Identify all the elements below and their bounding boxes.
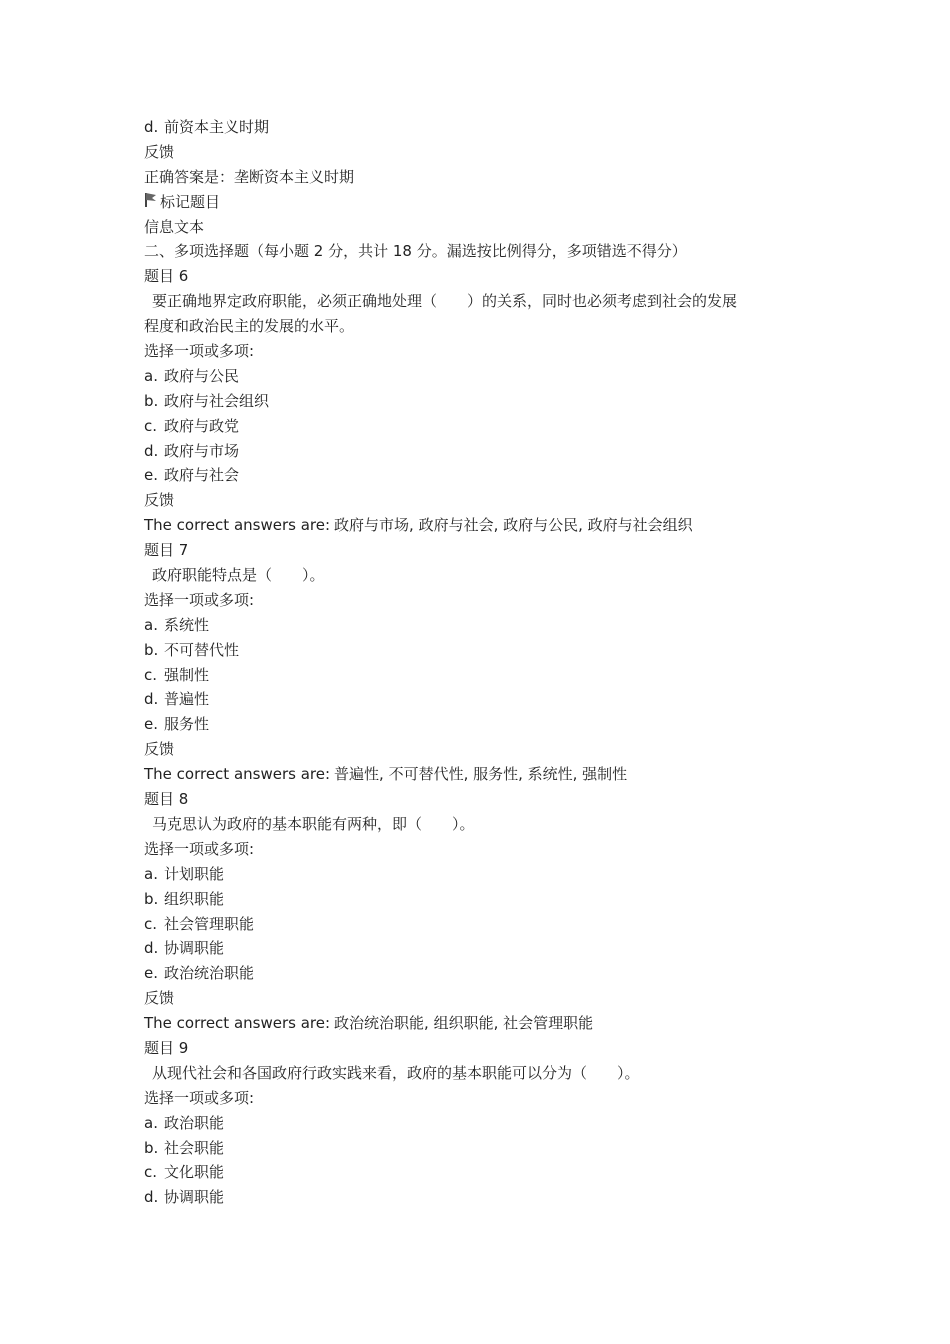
option-letter: d. bbox=[144, 1188, 159, 1207]
question-text: 要正确地界定政府职能，必须正确地处理（ ）的关系，同时也必须考虑到社会的发展 bbox=[152, 292, 738, 311]
option-letter: b. bbox=[144, 640, 159, 659]
choice-prompt: 选择一项或多项: bbox=[144, 1088, 255, 1107]
option-text: 政府与市场 bbox=[164, 441, 240, 460]
option-letter: b. bbox=[144, 1138, 159, 1157]
option-row[interactable] bbox=[144, 887, 824, 912]
answer-text: 普遍性, 不可替代性, 服务性, 系统性, 强制性 bbox=[334, 765, 628, 784]
option-text: 协调职能 bbox=[164, 939, 225, 958]
option-text: 政治职能 bbox=[164, 1113, 225, 1132]
question-text: 政府职能特点是（ ）。 bbox=[152, 566, 325, 585]
feedback-label: 反馈 bbox=[144, 740, 175, 759]
option-letter: e. bbox=[144, 466, 158, 485]
option-row[interactable] bbox=[144, 912, 824, 937]
option-text: 不可替代性 bbox=[164, 640, 240, 659]
option-letter: e. bbox=[144, 964, 158, 983]
option-letter: a. bbox=[144, 366, 158, 385]
option-row[interactable] bbox=[144, 862, 824, 887]
option-text: 社会职能 bbox=[164, 1138, 225, 1157]
option-letter: c. bbox=[144, 1163, 158, 1182]
question-text: 马克思认为政府的基本职能有两种，即（ ）。 bbox=[152, 814, 475, 833]
option-text: 强制性 bbox=[164, 665, 210, 684]
option-text: 政府与社会组织 bbox=[164, 391, 270, 410]
option-row[interactable] bbox=[144, 961, 824, 986]
option-row[interactable] bbox=[144, 1185, 824, 1210]
option-text: 组织职能 bbox=[164, 889, 225, 908]
option-text: 政治统治职能 bbox=[164, 964, 255, 983]
option-text: 社会管理职能 bbox=[164, 914, 255, 933]
answer-text: 政府与市场, 政府与社会, 政府与公民, 政府与社会组织 bbox=[334, 516, 693, 535]
option-row[interactable] bbox=[144, 389, 824, 414]
flag-question-link[interactable] bbox=[144, 190, 824, 215]
option-row[interactable] bbox=[144, 1160, 824, 1185]
option-text: 政府与公民 bbox=[164, 366, 240, 385]
option-letter: b. bbox=[144, 889, 159, 908]
choice-prompt: 选择一项或多项: bbox=[144, 839, 255, 858]
option-row[interactable] bbox=[144, 936, 824, 961]
option-text: 协调职能 bbox=[164, 1188, 225, 1207]
correct-answers bbox=[144, 513, 824, 538]
option-letter: a. bbox=[144, 864, 158, 883]
option-text: 服务性 bbox=[164, 715, 210, 734]
feedback-label: 反馈 bbox=[144, 491, 175, 510]
option-row[interactable] bbox=[144, 463, 824, 488]
option-letter: d. bbox=[144, 939, 159, 958]
choice-prompt: 选择一项或多项: bbox=[144, 590, 255, 609]
option-row[interactable] bbox=[144, 613, 824, 638]
option-text: 系统性 bbox=[164, 615, 210, 634]
correct-answers bbox=[144, 762, 824, 787]
option-row[interactable] bbox=[144, 414, 824, 439]
option-row[interactable] bbox=[144, 663, 824, 688]
question-number: 题目 8 bbox=[144, 790, 189, 809]
option-letter: b. bbox=[144, 391, 159, 410]
flag-label: 标记题目 bbox=[160, 192, 221, 211]
option-row[interactable] bbox=[144, 1136, 824, 1161]
option-letter: d. bbox=[144, 118, 159, 136]
section-title: 二、多项选择题（每小题 2 分，共计 18 分。漏选按比例得分，多项错选不得分） bbox=[144, 242, 687, 261]
option-letter: d. bbox=[144, 690, 159, 709]
option-row[interactable] bbox=[144, 1111, 824, 1136]
flag-icon bbox=[144, 191, 158, 216]
option-text: 文化职能 bbox=[164, 1163, 225, 1182]
option-letter: a. bbox=[144, 615, 158, 634]
option-row[interactable] bbox=[144, 439, 824, 464]
option-row bbox=[144, 115, 824, 140]
document-page bbox=[144, 115, 824, 1210]
option-letter: c. bbox=[144, 416, 158, 435]
option-row[interactable] bbox=[144, 364, 824, 389]
correct-answers bbox=[144, 1011, 824, 1036]
option-letter: e. bbox=[144, 715, 158, 734]
question-number: 题目 9 bbox=[144, 1038, 189, 1057]
question-text: 从现代社会和各国政府行政实践来看，政府的基本职能可以分为（ ）。 bbox=[152, 1063, 640, 1082]
answer-prefix: The correct answers are: bbox=[144, 765, 331, 784]
answer-prefix: The correct answers are: bbox=[144, 516, 331, 535]
option-letter: c. bbox=[144, 914, 158, 933]
question-text-continued: 程度和政治民主的发展的水平。 bbox=[144, 317, 355, 336]
option-row[interactable] bbox=[144, 638, 824, 663]
option-text: 计划职能 bbox=[164, 864, 225, 883]
feedback-label: 反馈 bbox=[144, 142, 175, 161]
option-text: 前资本主义时期 bbox=[164, 118, 270, 136]
correct-answer: 正确答案是：垄断资本主义时期 bbox=[144, 167, 355, 186]
choice-prompt: 选择一项或多项: bbox=[144, 342, 255, 361]
option-row[interactable] bbox=[144, 687, 824, 712]
option-letter: c. bbox=[144, 665, 158, 684]
option-text: 普遍性 bbox=[164, 690, 210, 709]
option-text: 政府与社会 bbox=[164, 466, 240, 485]
option-letter: d. bbox=[144, 441, 159, 460]
option-text: 政府与政党 bbox=[164, 416, 240, 435]
answer-prefix: The correct answers are: bbox=[144, 1014, 331, 1033]
answer-text: 政治统治职能, 组织职能, 社会管理职能 bbox=[334, 1014, 594, 1033]
question-number: 题目 6 bbox=[144, 267, 189, 286]
feedback-label: 反馈 bbox=[144, 989, 175, 1008]
question-number: 题目 7 bbox=[144, 541, 189, 560]
option-letter: a. bbox=[144, 1113, 158, 1132]
option-row[interactable] bbox=[144, 712, 824, 737]
info-text: 信息文本 bbox=[144, 217, 205, 236]
